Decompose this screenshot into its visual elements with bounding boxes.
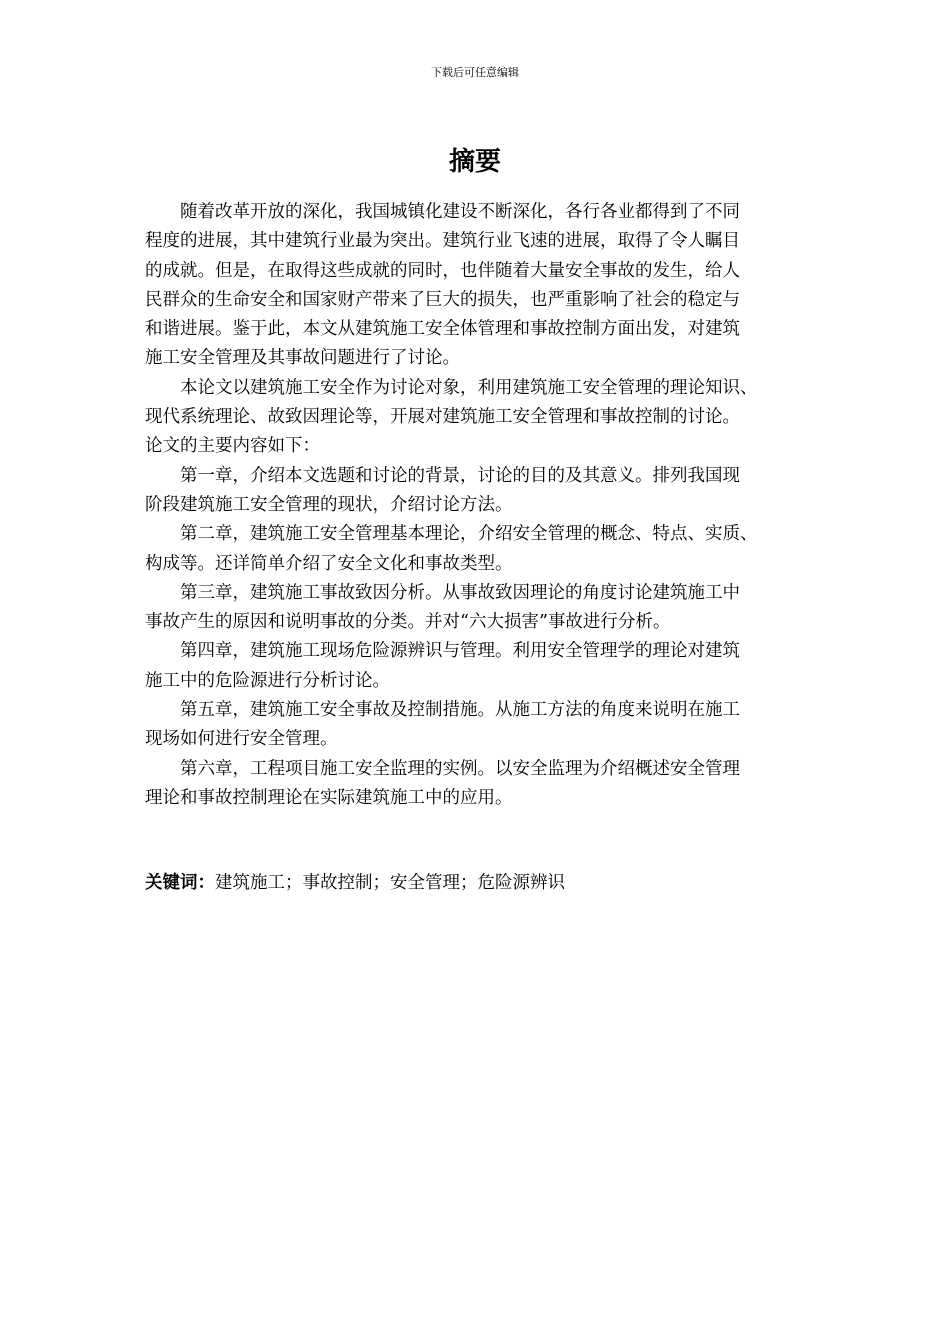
body-line: 程度的进展，其中建筑行业最为突出。建筑行业飞速的进展，取得了令人瞩目	[145, 231, 740, 252]
body-line: 第三章，建筑施工事故致因分析。从事故致因理论的角度讨论建筑施工中	[145, 582, 740, 603]
body-line: 和谐进展。鉴于此，本文从建筑施工安全体管理和事故控制方面出发，对建筑	[145, 319, 740, 340]
page-header-note: 下载后可任意编辑	[431, 66, 519, 79]
body-line: 第二章，建筑施工安全管理基本理论，介绍安全管理的概念、特点、实质、	[145, 524, 758, 545]
body-line: 理论和事故控制理论在实际建筑施工中的应用。	[145, 787, 513, 808]
body-line: 第一章，介绍本文选题和讨论的背景，讨论的目的及其意义。排列我国现	[145, 465, 740, 486]
body-line: 的成就。但是，在取得这些成就的同时，也伴随着大量安全事故的发生，给人	[145, 260, 740, 281]
body-line: 论文的主要内容如下：	[145, 436, 320, 457]
body-line: 施工中的危险源进行分析讨论。	[145, 670, 390, 691]
body-line: 现场如何进行安全管理。	[145, 729, 338, 750]
keywords-line	[145, 869, 805, 898]
body-line: 现代系统理论、故致因理论等，开展对建筑施工安全管理和事故控制的讨论。	[145, 407, 740, 428]
abstract-body	[145, 198, 805, 813]
body-line: 第六章，工程项目施工安全监理的实例。以安全监理为介绍概述安全管理	[145, 758, 740, 779]
keywords-value: 建筑施工；事故控制；安全管理；危险源辨识	[215, 873, 565, 893]
keywords-label: 关键词：	[145, 873, 215, 893]
body-line: 本论文以建筑施工安全作为讨论对象，利用建筑施工安全管理的理论知识、	[145, 377, 758, 398]
body-line: 第五章，建筑施工安全事故及控制措施。从施工方法的角度来说明在施工	[145, 700, 740, 721]
body-line: 构成等。还详简单介绍了安全文化和事故类型。	[145, 553, 513, 574]
abstract-title: 摘要	[448, 147, 501, 177]
body-line: 阶段建筑施工安全管理的现状，介绍讨论方法。	[145, 494, 513, 515]
body-line: 第四章，建筑施工现场危险源辨识与管理。利用安全管理学的理论对建筑	[145, 641, 740, 662]
body-line: 民群众的生命安全和国家财产带来了巨大的损失，也严重影响了社会的稳定与	[145, 289, 740, 310]
body-line: 随着改革开放的深化，我国城镇化建设不断深化，各行各业都得到了不同	[145, 202, 740, 222]
body-line: 事故产生的原因和说明事故的分类。并对“六大损害”事故进行分析。	[145, 612, 671, 633]
body-line: 施工安全管理及其事故问题进行了讨论。	[145, 348, 460, 369]
